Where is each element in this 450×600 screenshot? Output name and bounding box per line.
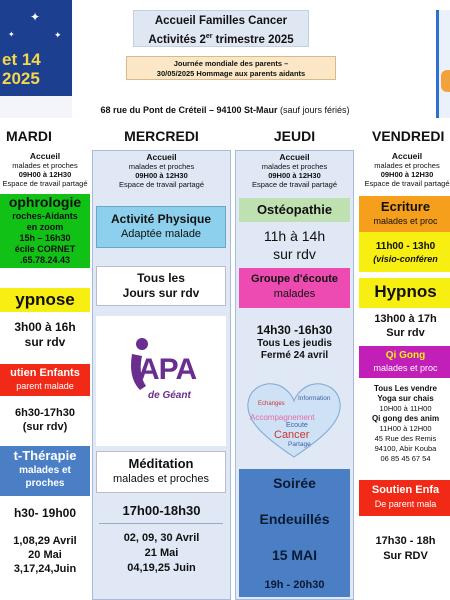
ecriture-block: Ecriture malades et proc xyxy=(359,196,450,232)
osteopathie-block: Ostéopathie xyxy=(239,198,350,222)
activite-physique-block: Activité Physique Adaptée malade xyxy=(96,206,226,248)
column-mardi xyxy=(0,150,90,600)
accueil-block: Accueil malades et proches 09H00 à 12H30 Espace de travail partagé xyxy=(2,151,88,188)
accueil-block: Accueil malades et proches 09H00 à 12H30 Espace de travail partagé xyxy=(251,152,338,189)
apa-logo-letters: APA xyxy=(138,353,197,386)
groupe-ecoute-details: 14h30 -16h30 Tous Les jeudis Fermé 24 avril xyxy=(256,323,333,361)
day-header-vendredi: VENDREDI xyxy=(372,128,445,144)
heart-word: Accompagnement xyxy=(250,413,315,422)
apa-logo-sub: de Géant xyxy=(148,390,191,401)
apa-logo xyxy=(122,334,204,412)
poster-left-footer xyxy=(0,96,72,118)
notice-box xyxy=(126,56,336,80)
accueil-block: Accueil malades et proches 09H00 à 12H30 Espace de travail partagé xyxy=(364,151,450,188)
heart-word: Information xyxy=(298,395,331,402)
soutien-enfants-block: utien Enfants parent malade xyxy=(0,364,90,396)
star-icon: ✦ xyxy=(30,10,41,24)
apa-logo-panel xyxy=(96,316,226,446)
hypnose-details: 13h00 à 17h Sur rdv xyxy=(374,313,437,339)
osteopathie-details: 11h à 14h sur rdv xyxy=(263,228,326,262)
column-vendredi xyxy=(357,150,450,600)
soiree-endeuilles-block: Soirée Endeuillés 15 MAI 19h - 20h30 xyxy=(239,469,350,597)
groupe-ecoute-block: Groupe d'écoute malades xyxy=(239,268,350,308)
soutien-enfants-details: 6h30-17h30 (sur rdv) xyxy=(15,407,75,433)
heart-graphic xyxy=(244,379,344,459)
soutien-enfants-details: 17h30 - 18h Sur RDV xyxy=(375,535,436,562)
star-icon: ✦ xyxy=(8,30,15,39)
notice-line-2: 30/05/2025 Hommage aux parents aidants xyxy=(156,69,306,78)
page-title xyxy=(133,10,309,47)
column-mercredi xyxy=(92,150,231,600)
poster-left-line: 2025 xyxy=(2,69,40,88)
notice-line-1: Journée mondiale des parents – xyxy=(173,59,289,68)
soutien-enfants-block: Soutien Enfa De parent mala xyxy=(359,480,450,516)
title-line-2: Activités 2er trimestre 2025 xyxy=(148,33,294,46)
tous-les-jours-block: Tous les Jours sur rdv xyxy=(96,266,226,306)
day-header-mercredi: MERCREDI xyxy=(124,128,199,144)
hypnose-details: 3h00 à 16h sur rdv xyxy=(14,320,76,349)
poster-right-image xyxy=(436,10,450,118)
column-jeudi xyxy=(235,150,354,600)
meditation-time: 17h00-18h30 xyxy=(122,503,201,518)
accueil-block: Accueil malades et proches 09H00 à 12H30 Espace de travail partagé xyxy=(118,152,205,189)
heart-word: Cancer xyxy=(274,429,310,441)
poster-left-image xyxy=(0,0,72,118)
star-icon: ✦ xyxy=(54,30,62,40)
title-line-1: Accueil Familles Cancer xyxy=(154,15,288,27)
sophrologie-block: ophrologie roches-Aidants en zoom 15h – 16h30 écile CORNET .65.78.24.43 xyxy=(0,194,90,268)
art-therapie-dates: 1,08,29 Avril 20 Mai 3,17,24,Juin xyxy=(13,535,77,575)
heart-word: Ecoute xyxy=(286,422,308,429)
hypnose-block: Hypnos xyxy=(359,278,450,308)
meditation-dates: 02, 09, 30 Avril 21 Mai 04,19,25 Juin xyxy=(123,532,200,574)
hypnose-block: ypnose xyxy=(0,288,90,312)
ecriture-details: 11h00 - 13h0 (visio-conféren xyxy=(359,232,450,272)
divider xyxy=(99,523,223,524)
heart-word: Partage xyxy=(288,441,311,448)
poster-left-line: et 14 xyxy=(2,50,41,69)
day-header-jeudi: JEUDI xyxy=(273,128,316,144)
art-therapie-block: t-Thérapie malades et proches xyxy=(0,446,90,496)
art-therapie-time: h30- 19h00 xyxy=(13,506,77,520)
day-header-mardi: MARDI xyxy=(6,128,52,144)
address: 68 rue du Pont de Créteil – 94100 St-Maur (sauf jours fériés) xyxy=(100,105,350,115)
poster-left-text xyxy=(0,50,72,88)
heart-word: Echanges xyxy=(258,401,285,407)
qigong-block: Qi Gong malades et proc xyxy=(359,346,450,378)
poster-right-logo xyxy=(441,70,450,92)
yoga-block: Tous Les vendre Yoga sur chais 10H00 à 11H00 Qi gong des anim 11H00 à 12H00 45 Rue des Remis 94100, Abir Kouba 06 85 45 67 54 xyxy=(371,384,440,463)
meditation-block: Méditation malades et proches xyxy=(96,451,226,493)
